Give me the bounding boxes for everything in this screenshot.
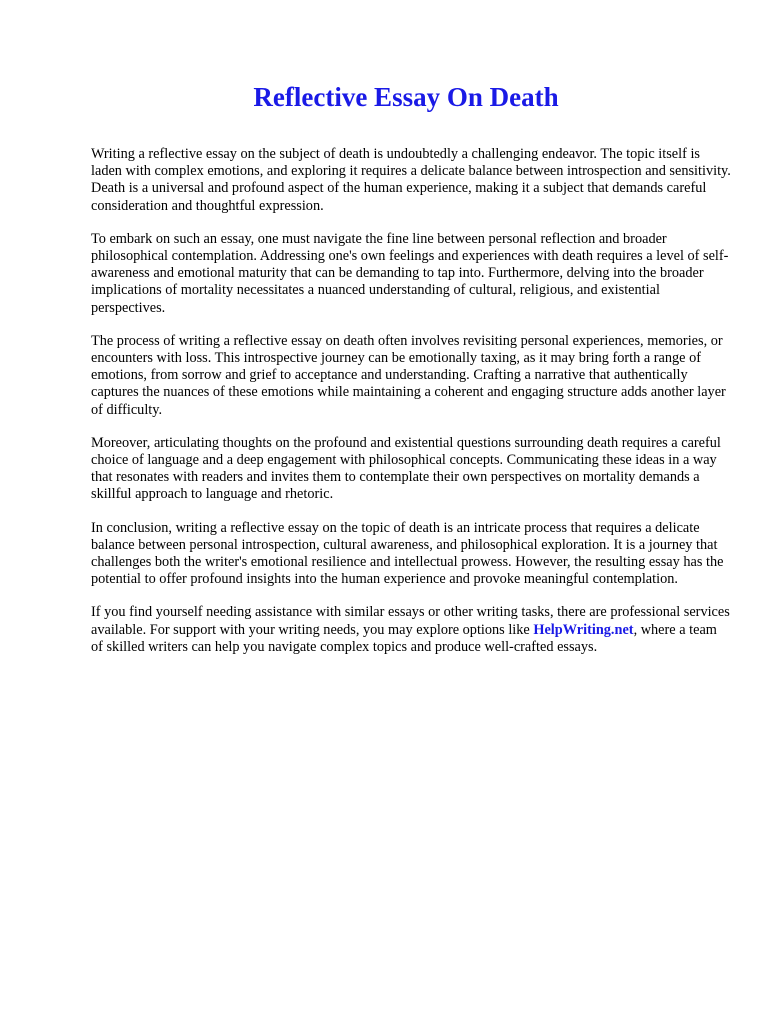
paragraph-6-outro: , where a team of skilled writers can help you navigate complex topics and produce well-crafted essays.	[91, 621, 717, 655]
document-title: Reflective Essay On Death	[253, 82, 559, 112]
paragraph-3: The process of writing a reflective essay on death often involves revisiting personal experiences, memories, or encounters with loss. This introspective journey can be emotionally taxing, as it may bring forth a range of emotions, from sorrow and grief to acceptance and understanding. Crafting a narrative that authentically captures the nuances of these emotions while maintaining a coherent and engaging structure adds another layer of difficulty.	[91, 332, 726, 418]
paragraph-2: To embark on such an essay, one must navigate the fine line between personal reflection and broader philosophical contemplation. Addressing one's own feelings and experiences with death requires a level of self-awareness and emotional maturity that can be demanding to tap into. Furthermore, delving into the broader implications of mortality necessitates a nuanced understanding of cultural, religious, and existential perspectives.	[91, 230, 729, 316]
paragraph-6-intro: If you find yourself needing assistance with similar essays or other writing tasks, there are professional services available. For support with your writing needs, you may explore options like	[91, 604, 730, 638]
document-body	[91, 146, 731, 672]
helpwriting-link[interactable]: HelpWriting.net	[533, 621, 634, 638]
paragraph-1: Writing a reflective essay on the subject of death is undoubtedly a challenging endeavor. The topic itself is laden with complex emotions, and exploring it requires a delicate balance between introspection and sensitivity. Death is a universal and profound aspect of the human experience, making it a subject that demands careful consideration and thoughtful expression.	[91, 146, 731, 214]
paragraph-4: Moreover, articulating thoughts on the profound and existential questions surrounding death requires a careful choice of language and a deep engagement with philosophical concepts. Communicating these ideas in a way that resonates with readers and invites them to contemplate their own perspectives on mortality demands a skillful approach to language and rhetoric.	[91, 434, 721, 503]
paragraph-5: In conclusion, writing a reflective essay on the topic of death is an intricate process that requires a delicate balance between personal introspection, cultural awareness, and philosophical exploration. It is a journey that challenges both the writer's emotional resilience and intellectual prowess. However, the resulting essay has the potential to offer profound insights into the human experience and provoke meaningful contemplation.	[91, 519, 724, 588]
paragraph-6	[91, 604, 731, 656]
